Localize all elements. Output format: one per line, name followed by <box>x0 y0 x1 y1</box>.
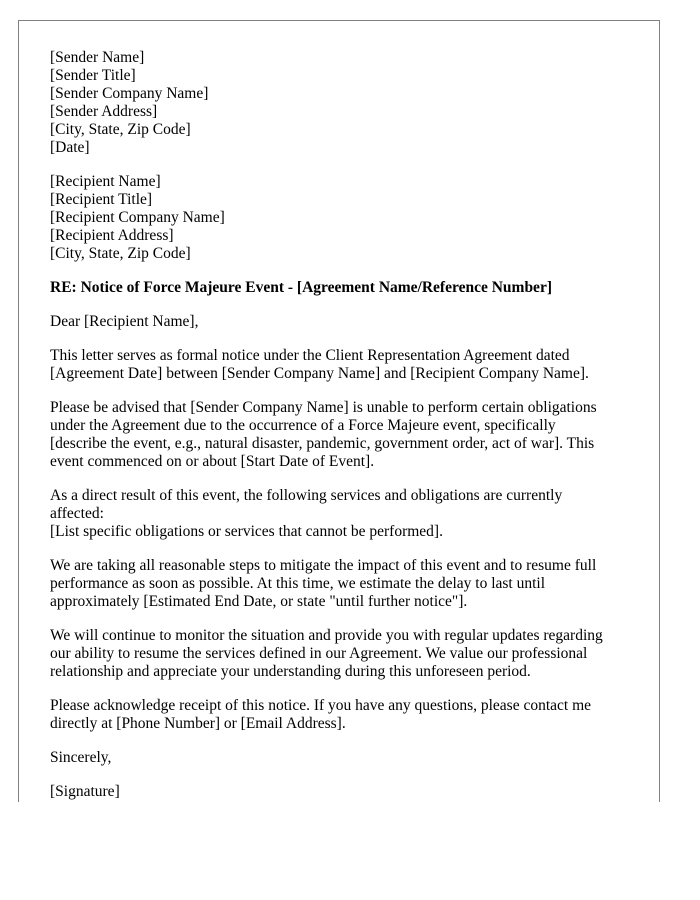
paragraph-line: We are taking all reasonable steps to mitigate the impact of this event and to resume full <box>50 557 597 574</box>
paragraph-line: Please be advised that [Sender Company Name] is unable to perform certain obligations <box>50 399 597 416</box>
sender-title: [Sender Title] <box>50 67 136 84</box>
sender-block <box>50 49 630 157</box>
paragraph-line: under the Agreement due to the occurrence of a Force Majeure event, specifically <box>50 417 556 434</box>
letter-date: [Date] <box>50 139 90 156</box>
paragraph-line: event commenced on or about [Start Date of Event]. <box>50 453 375 470</box>
sender-company: [Sender Company Name] <box>50 85 209 102</box>
paragraph-line: [Agreement Date] between [Sender Company Name] and [Recipient Company Name]. <box>50 365 589 382</box>
recipient-address: [Recipient Address] <box>50 227 174 244</box>
paragraph-line: our ability to resume the services defined in our Agreement. We value our professional <box>50 645 588 662</box>
recipient-company: [Recipient Company Name] <box>50 209 225 226</box>
closing: Sincerely, <box>50 749 112 766</box>
paragraph-line: Please acknowledge receipt of this notice. If you have any questions, please contact me <box>50 697 592 714</box>
paragraph-acknowledge <box>50 697 630 733</box>
recipient-title: [Recipient Title] <box>50 191 153 208</box>
paragraph-line: approximately [Estimated End Date, or state "until further notice"]. <box>50 593 468 610</box>
paragraph-line: As a direct result of this event, the following services and obligations are currently <box>50 487 563 504</box>
paragraph-event <box>50 399 630 471</box>
paragraph-line: [describe the event, e.g., natural disaster, pandemic, government order, act of war]. This <box>50 435 595 452</box>
salutation: Dear [Recipient Name], <box>50 313 199 330</box>
paragraph-line: We will continue to monitor the situation and provide you with regular updates regarding <box>50 627 603 644</box>
subject-line: RE: Notice of Force Majeure Event - [Agreement Name/Reference Number] <box>50 279 552 296</box>
paragraph-line: [List specific obligations or services that cannot be performed]. <box>50 523 443 540</box>
paragraph-mitigation <box>50 557 630 611</box>
paragraph-line: performance as soon as possible. At this time, we estimate the delay to last until <box>50 575 546 592</box>
recipient-block <box>50 173 630 263</box>
paragraph-line: relationship and appreciate your understanding during this unforeseen period. <box>50 663 531 680</box>
sender-address: [Sender Address] <box>50 103 158 120</box>
letter-page <box>18 20 660 802</box>
recipient-name: [Recipient Name] <box>50 173 161 190</box>
paragraph-notice <box>50 347 630 383</box>
paragraph-line: affected: <box>50 505 104 522</box>
letter-content <box>50 49 630 801</box>
paragraph-updates <box>50 627 630 681</box>
recipient-city-state-zip: [City, State, Zip Code] <box>50 245 191 262</box>
paragraph-affected <box>50 487 630 541</box>
signature: [Signature] <box>50 783 120 800</box>
sender-name: [Sender Name] <box>50 49 145 66</box>
paragraph-line: This letter serves as formal notice under the Client Representation Agreement dated <box>50 347 570 364</box>
sender-city-state-zip: [City, State, Zip Code] <box>50 121 191 138</box>
paragraph-line: directly at [Phone Number] or [Email Address]. <box>50 715 346 732</box>
